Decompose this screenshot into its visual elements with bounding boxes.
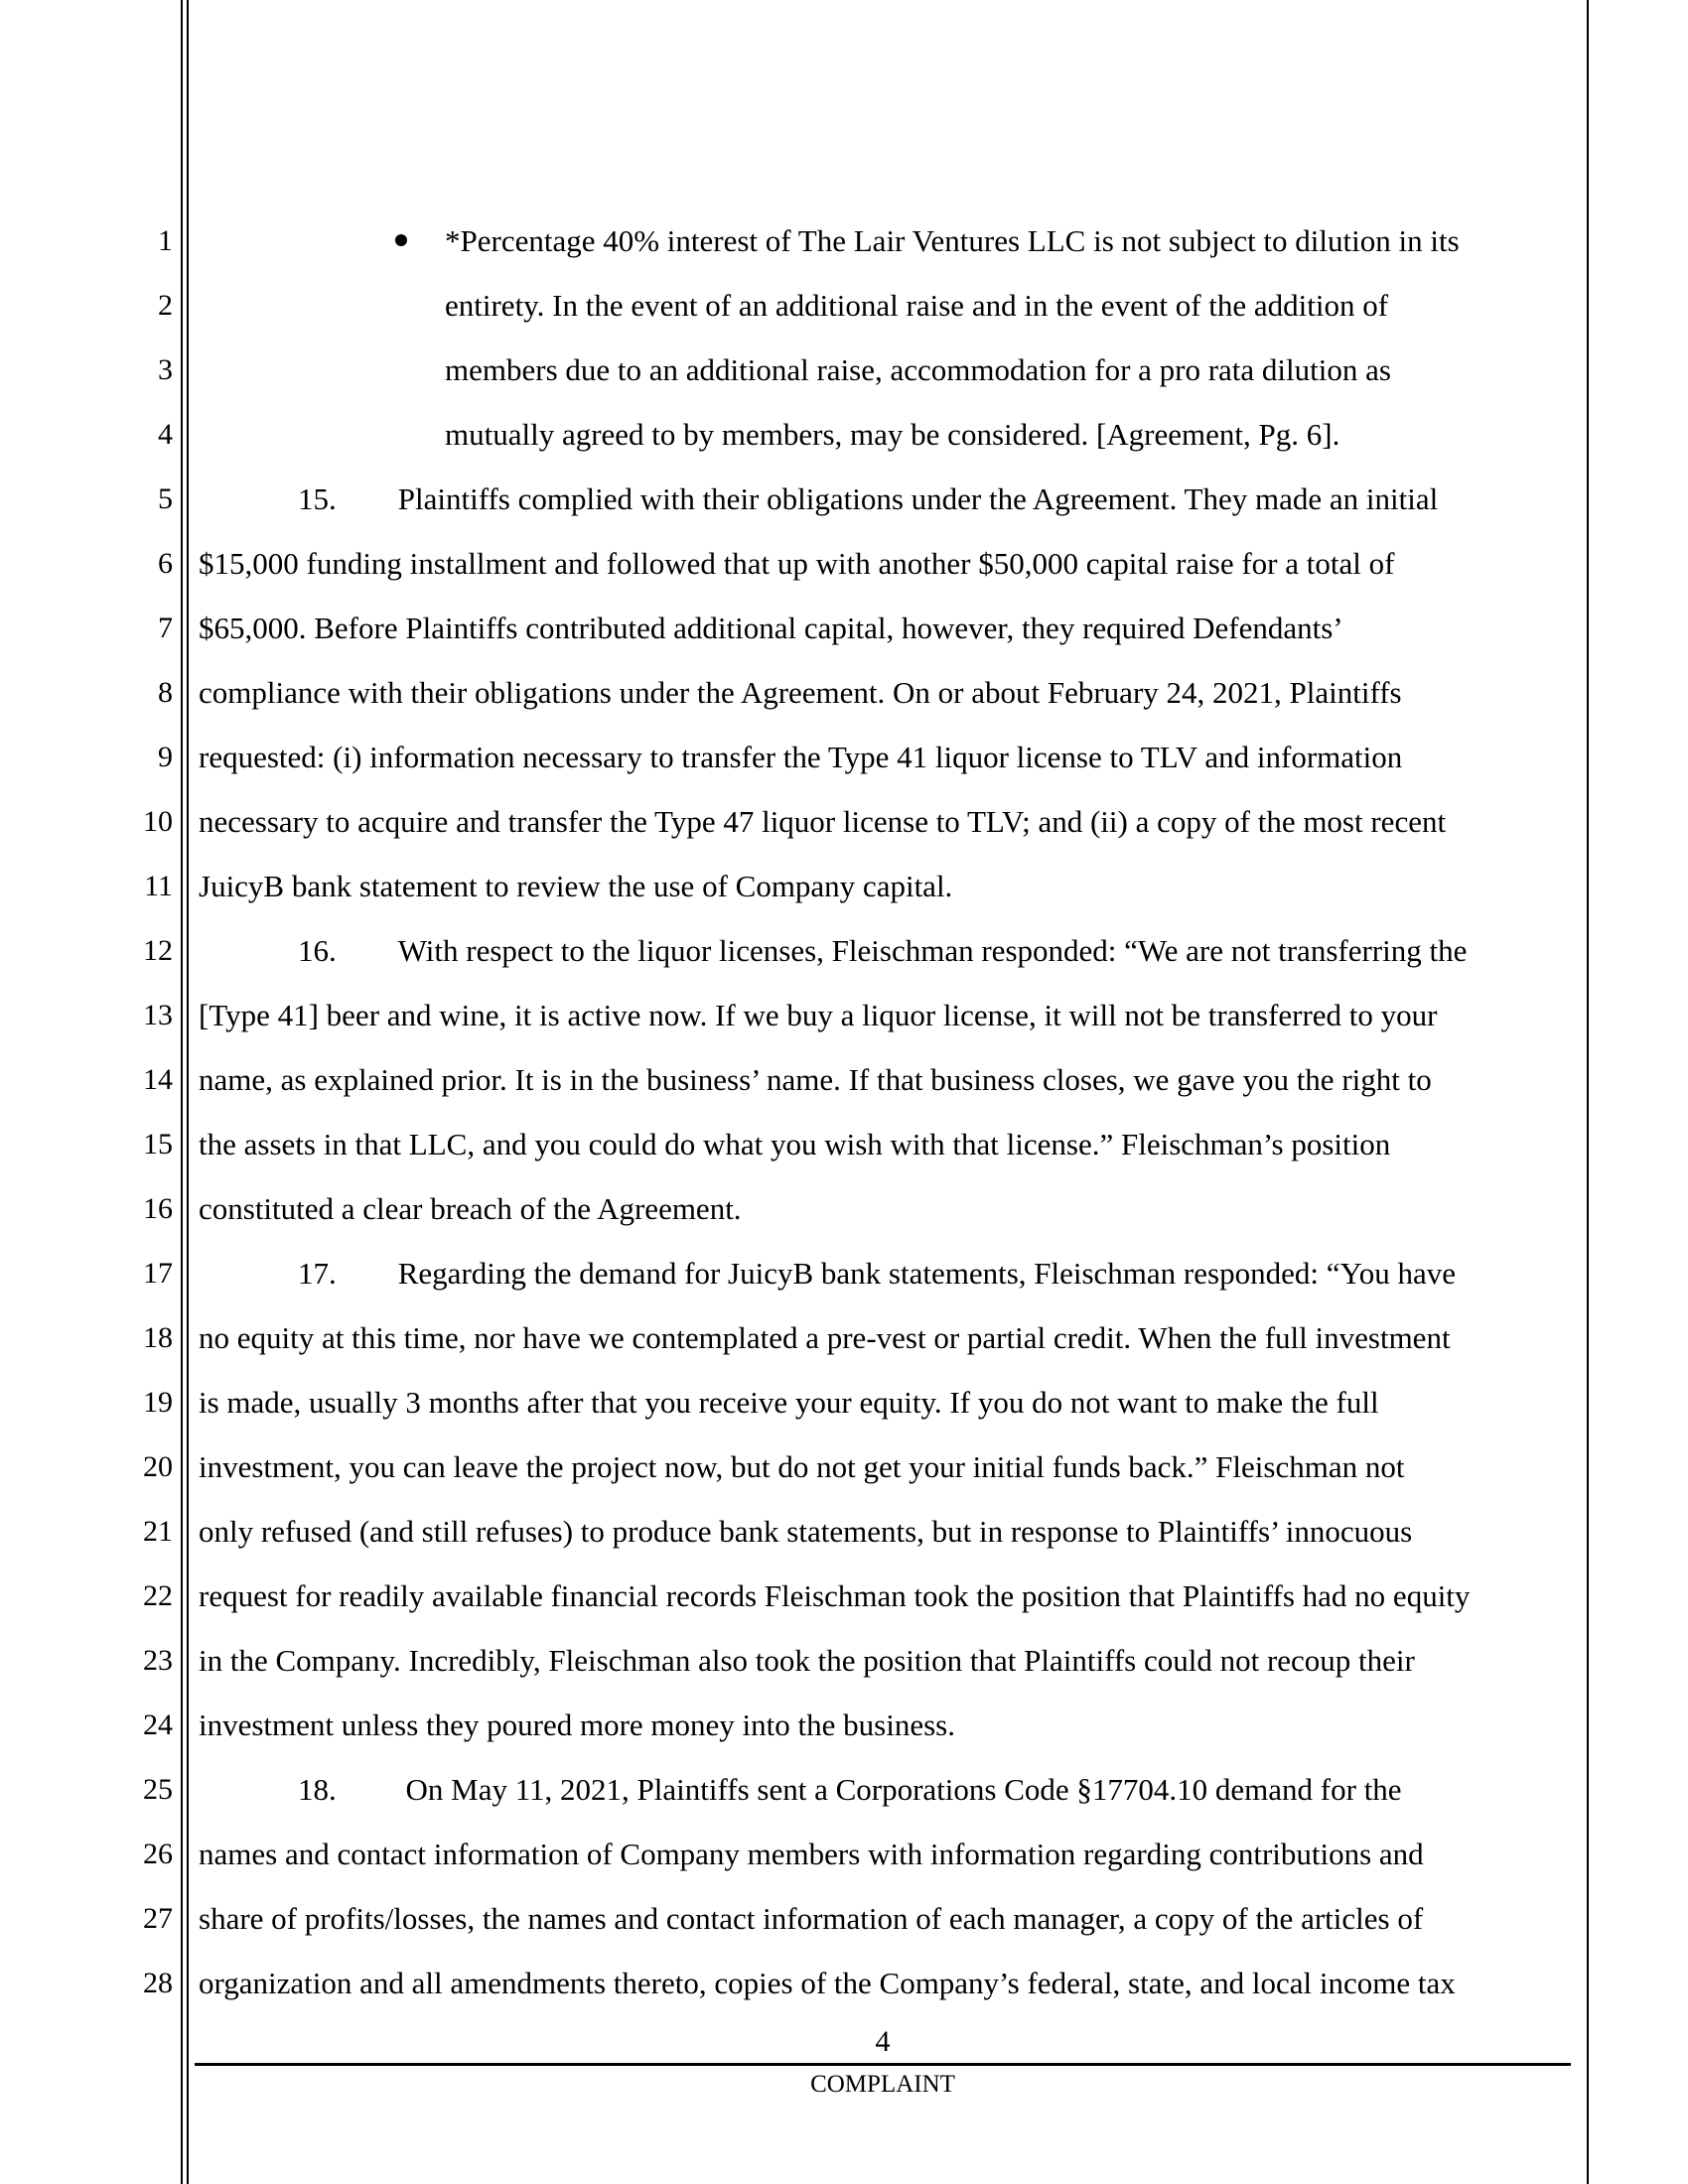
line-number: 27 <box>143 1902 173 1935</box>
line-number: 6 <box>158 547 173 580</box>
line-number: 28 <box>143 1967 173 1999</box>
paragraph-first-line: 18. On May 11, 2021, Plaintiffs sent a Corporations Code §17704.10 demand for the <box>298 1772 1402 1807</box>
line-number: 2 <box>158 289 173 322</box>
line-number: 9 <box>158 741 173 773</box>
text-line: investment, you can leave the project now, but do not get your initial funds back.” Fleischman not <box>199 1449 1405 1484</box>
bullet-text-line: entirety. In the event of an additional raise and in the event of the addition of <box>445 288 1389 323</box>
text-line: necessary to acquire and transfer the Type 47 liquor license to TLV; and (ii) a copy of the most recent <box>199 804 1447 839</box>
text-line: request for readily available financial records Fleischman took the position that Plaintiffs had no equity <box>199 1578 1471 1613</box>
line-number: 3 <box>158 353 173 386</box>
text-line: is made, usually 3 months after that you receive your equity. If you do not want to make the full <box>199 1385 1379 1420</box>
text-line: share of profits/losses, the names and contact information of each manager, a copy of the articles of <box>199 1901 1424 1936</box>
line-number: 4 <box>158 418 173 451</box>
text-line: only refused (and still refuses) to produce bank statements, but in response to Plaintiffs’ innocuous <box>199 1514 1413 1549</box>
line-number: 24 <box>143 1708 173 1741</box>
bullet-text-line: members due to an additional raise, accommodation for a pro rata dilution as <box>445 352 1391 387</box>
line-number: 10 <box>143 805 173 838</box>
text-line: compliance with their obligations under the Agreement. On or about February 24, 2021, Plaintiffs <box>199 675 1402 710</box>
text-line: JuicyB bank statement to review the use of Company capital. <box>199 869 953 903</box>
footer-divider <box>195 2063 1571 2066</box>
text-line: investment unless they poured more money into the business. <box>199 1707 955 1742</box>
text-line: no equity at this time, nor have we contemplated a pre-vest or partial credit. When the full investment <box>199 1320 1451 1355</box>
text-line: the assets in that LLC, and you could do what you wish with that license.” Fleischman’s position <box>199 1127 1391 1161</box>
line-number: 1 <box>158 224 173 257</box>
line-number: 17 <box>143 1257 173 1290</box>
text-line: $65,000. Before Plaintiffs contributed additional capital, however, they required Defendants’ <box>199 611 1343 645</box>
paragraph-first-line: 17. Regarding the demand for JuicyB bank statements, Fleischman responded: “You have <box>298 1256 1457 1291</box>
text-line: requested: (i) information necessary to transfer the Type 41 liquor license to TLV and information <box>199 740 1403 774</box>
bullet-text-line: mutually agreed to by members, may be considered. [Agreement, Pg. 6]. <box>445 417 1340 452</box>
line-number: 22 <box>143 1579 173 1612</box>
text-line: [Type 41] beer and wine, it is active now. If we buy a liquor license, it will not be transferred to your <box>199 998 1438 1032</box>
line-number: 7 <box>158 612 173 644</box>
line-number: 26 <box>143 1838 173 1870</box>
bullet-point-icon <box>395 234 407 246</box>
line-number: 23 <box>143 1644 173 1677</box>
line-number: 18 <box>143 1321 173 1354</box>
line-number: 16 <box>143 1192 173 1225</box>
paragraph-first-line: 15. Plaintiffs complied with their obligations under the Agreement. They made an initial <box>298 481 1439 516</box>
text-line: organization and all amendments thereto, copies of the Company’s federal, state, and local income tax <box>199 1966 1456 2000</box>
line-number: 8 <box>158 676 173 709</box>
text-line: in the Company. Incredibly, Fleischman also took the position that Plaintiffs could not recoup their <box>199 1643 1415 1678</box>
line-number: 19 <box>143 1386 173 1419</box>
paragraph-first-line: 16. With respect to the liquor licenses, Fleischman responded: “We are not transferring the <box>298 933 1468 968</box>
line-number: 5 <box>158 482 173 515</box>
left-margin-rule-outer <box>181 0 183 2184</box>
line-number: 25 <box>143 1773 173 1806</box>
text-line: $15,000 funding installment and followed that up with another $50,000 capital raise for a total of <box>199 546 1395 581</box>
line-number: 11 <box>144 870 173 902</box>
line-number: 21 <box>143 1515 173 1548</box>
text-line: constituted a clear breach of the Agreement. <box>199 1191 742 1226</box>
line-number: 14 <box>143 1063 173 1096</box>
text-line: name, as explained prior. It is in the business’ name. If that business closes, we gave you the right to <box>199 1062 1432 1097</box>
bullet-text-line: *Percentage 40% interest of The Lair Ventures LLC is not subject to dilution in its <box>445 223 1460 258</box>
line-number: 13 <box>143 999 173 1031</box>
right-margin-rule <box>1587 0 1589 2184</box>
line-number: 12 <box>143 934 173 967</box>
line-number: 15 <box>143 1128 173 1160</box>
line-number: 20 <box>143 1450 173 1483</box>
left-margin-rule-inner <box>187 0 189 2184</box>
text-line: names and contact information of Company members with information regarding contributions and <box>199 1837 1424 1871</box>
page-number: 4 <box>875 2025 891 2058</box>
footer-document-title: COMPLAINT <box>810 2071 955 2098</box>
